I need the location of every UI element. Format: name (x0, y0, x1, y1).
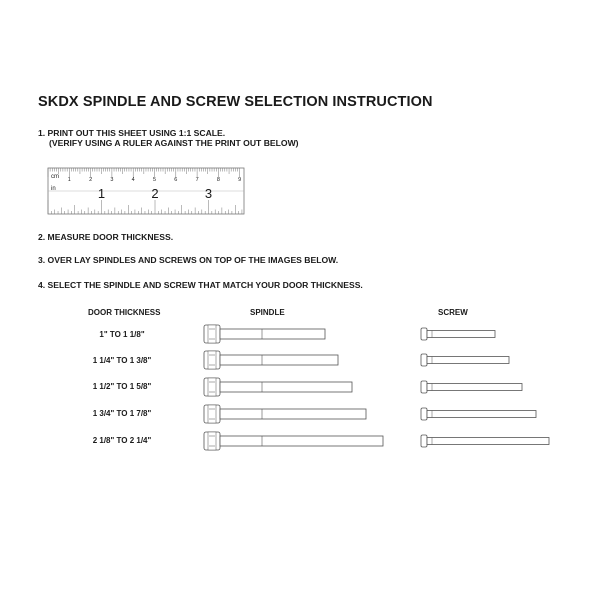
spindle-drawing (204, 351, 338, 369)
step-1-line1: 1. PRINT OUT THIS SHEET USING 1:1 SCALE. (38, 128, 226, 138)
inch-number: 1 (97, 186, 106, 201)
row-thickness: 1 1/2" TO 1 5/8" (92, 382, 152, 391)
step-3: 3. OVER LAY SPINDLES AND SCREWS ON TOP OF THE IMAGES BELOW. (38, 255, 339, 265)
row-thickness: 1 3/4" TO 1 7/8" (92, 409, 152, 418)
spindle-drawing (204, 378, 352, 396)
screw-drawing (421, 435, 549, 447)
page-title: SKDX SPINDLE AND SCREW SELECTION INSTRUCTION (38, 94, 433, 110)
cm-number: 7 (195, 177, 199, 183)
header-screw: SCREW (438, 308, 468, 317)
cm-number: 8 (216, 177, 220, 183)
screw-drawing (421, 354, 509, 366)
spindles (204, 325, 383, 450)
header-door-thickness: DOOR THICKNESS (88, 308, 161, 317)
spindle-drawing (204, 325, 325, 343)
screws (421, 328, 549, 447)
ruler (48, 168, 244, 214)
cm-number: 9 (238, 177, 242, 183)
row-thickness: 2 1/8" TO 2 1/4" (92, 436, 152, 445)
screw-drawing (421, 328, 495, 340)
cm-number: 2 (89, 177, 93, 183)
inch-number: 2 (151, 186, 159, 201)
cm-number: 1 (67, 177, 71, 183)
cm-number: 4 (131, 177, 135, 183)
ruler-in-label: in (51, 186, 56, 192)
row-thickness: 1" TO 1 1/8" (99, 330, 145, 339)
header-spindle: SPINDLE (250, 308, 285, 317)
screw-drawing (421, 408, 536, 420)
step-2: 2. MEASURE DOOR THICKNESS. (38, 232, 174, 242)
ruler-cm-label: cm (51, 174, 59, 180)
inch-number: 3 (204, 186, 213, 201)
step-4: 4. SELECT THE SPINDLE AND SCREW THAT MATCH YOUR DOOR THICKNESS. (38, 280, 363, 290)
screw-drawing (421, 381, 522, 393)
row-thickness: 1 1/4" TO 1 3/8" (92, 356, 152, 365)
step-1-line2: (VERIFY USING A RULER AGAINST THE PRINT OUT BELOW) (49, 138, 299, 148)
cm-number: 5 (152, 177, 157, 183)
cm-number: 6 (174, 177, 178, 183)
spindle-drawing (204, 405, 366, 423)
spindle-drawing (204, 432, 383, 450)
cm-number: 3 (110, 177, 114, 183)
